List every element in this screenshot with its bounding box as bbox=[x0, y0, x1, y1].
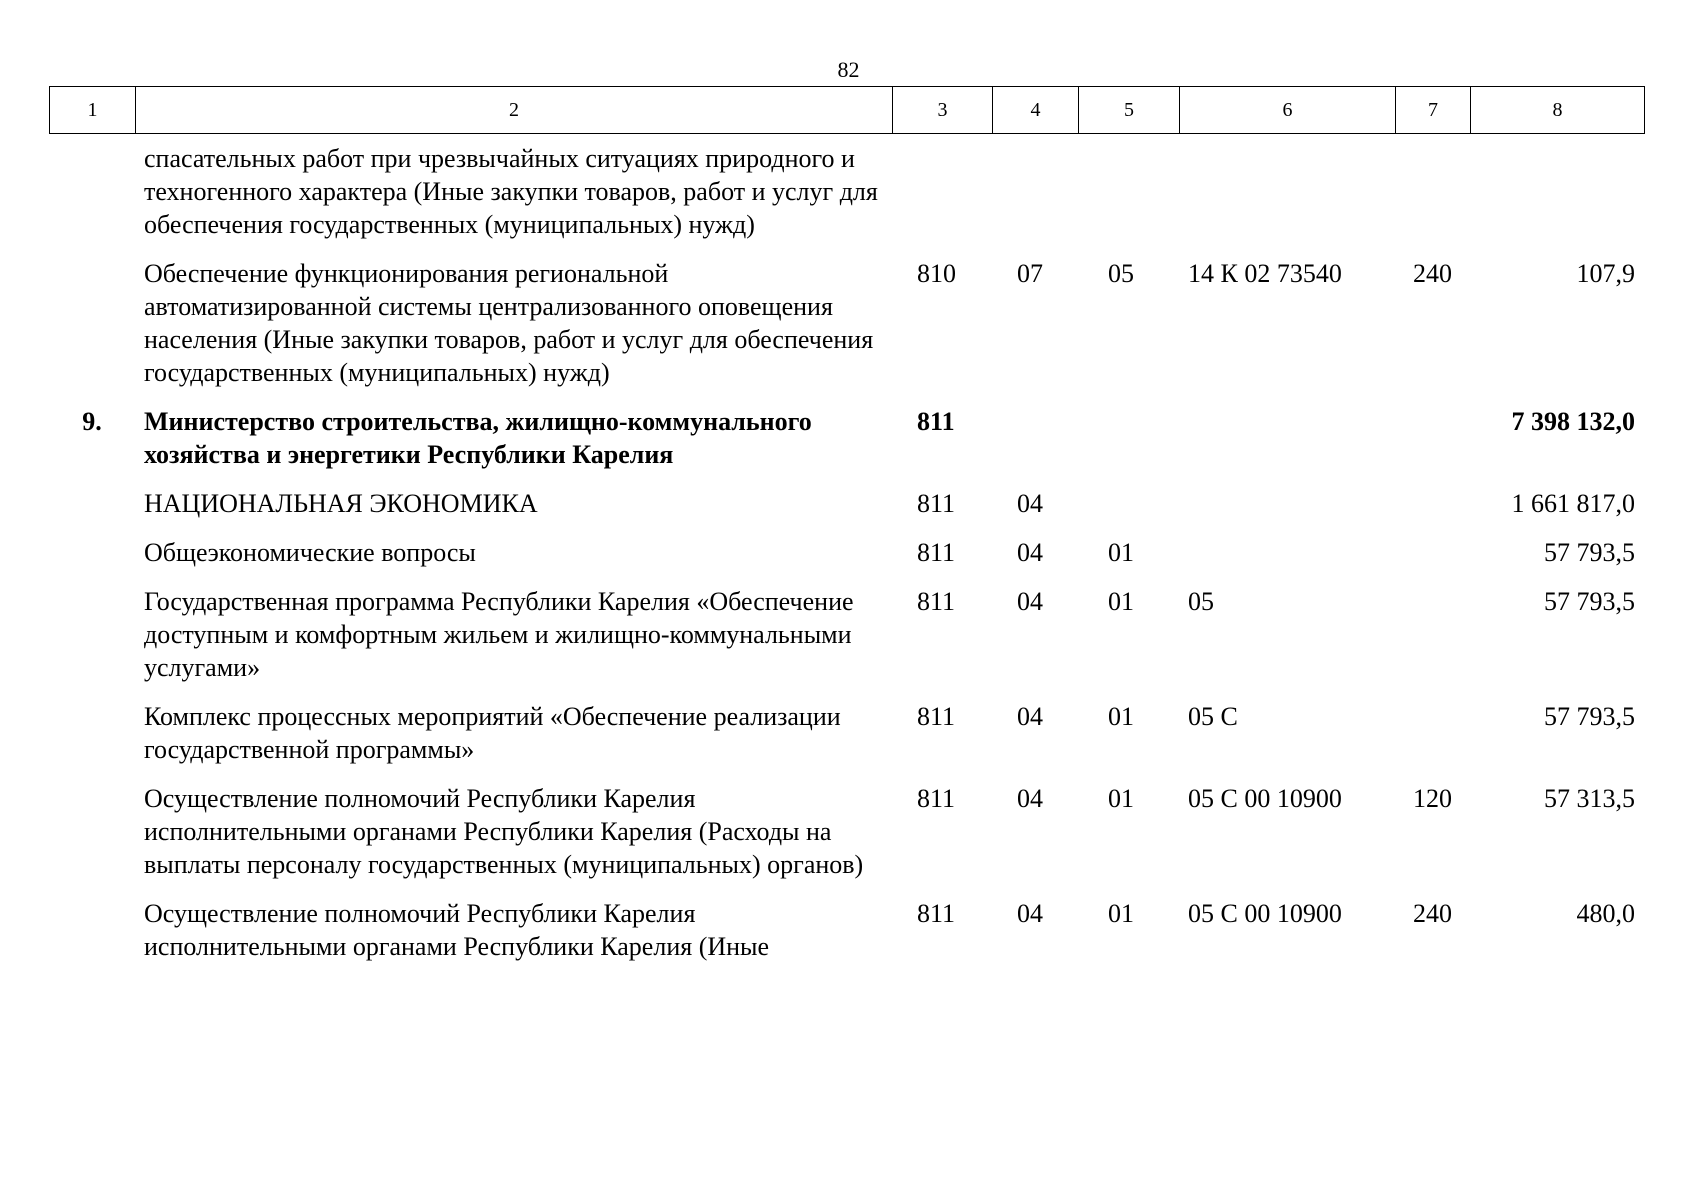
column-number-header bbox=[49, 86, 1645, 134]
row-ministry-code: 811 bbox=[917, 784, 956, 813]
row-target-article: 14 К 02 73540 bbox=[1188, 259, 1342, 288]
row-subsection bbox=[1078, 142, 1179, 257]
row-amount: 7 398 132,0 bbox=[1511, 407, 1635, 436]
row-section bbox=[992, 405, 1078, 487]
table-row bbox=[49, 700, 1644, 782]
row-subsection: 01 bbox=[1108, 587, 1134, 616]
row-target-article bbox=[1179, 487, 1395, 536]
row-expense-type bbox=[1395, 700, 1470, 782]
row-target-article bbox=[1179, 142, 1395, 257]
row-subsection: 01 bbox=[1108, 702, 1134, 731]
row-expense-type bbox=[1395, 405, 1470, 487]
row-amount: 107,9 bbox=[1576, 259, 1635, 288]
row-expense-type bbox=[1395, 536, 1470, 585]
row-amount: 57 793,5 bbox=[1544, 587, 1635, 616]
row-amount: 57 793,5 bbox=[1544, 702, 1635, 731]
table-row bbox=[49, 782, 1644, 897]
row-number bbox=[49, 585, 135, 700]
row-name: Общеэкономические вопросы bbox=[144, 538, 476, 567]
row-number bbox=[49, 142, 135, 257]
row-ministry-code bbox=[892, 142, 992, 257]
row-number bbox=[49, 700, 135, 782]
row-name: Обеспечение функционирования региональной автоматизированной системы централизованного оповещения населения (Иные закупки товаров, работ и услуг для обеспечения государственных (муниципальных) нужд) bbox=[144, 259, 874, 387]
row-subsection: 01 bbox=[1108, 899, 1134, 928]
row-section bbox=[992, 142, 1078, 257]
header-col-2: 2 bbox=[136, 87, 893, 134]
row-ministry-code: 811 bbox=[917, 407, 955, 436]
row-target-article bbox=[1179, 405, 1395, 487]
header-col-1: 1 bbox=[50, 87, 136, 134]
table-row bbox=[49, 897, 1644, 979]
header-col-7: 7 bbox=[1396, 87, 1471, 134]
table-row bbox=[49, 142, 1644, 257]
row-section: 04 bbox=[1017, 489, 1043, 518]
row-subsection: 01 bbox=[1108, 538, 1134, 567]
row-ministry-code: 811 bbox=[917, 489, 956, 518]
row-expense-type: 120 bbox=[1413, 784, 1452, 813]
row-name: НАЦИОНАЛЬНАЯ ЭКОНОМИКА bbox=[144, 489, 538, 518]
row-ministry-code: 811 bbox=[917, 587, 956, 616]
header-col-5: 5 bbox=[1079, 87, 1180, 134]
row-subsection: 05 bbox=[1108, 259, 1134, 288]
row-name: Осуществление полномочий Республики Карелия исполнительными органами Республики Карелия (Иные bbox=[144, 899, 770, 961]
row-section: 04 bbox=[1017, 538, 1043, 567]
header-col-6: 6 bbox=[1180, 87, 1396, 134]
row-expense-type: 240 bbox=[1413, 899, 1452, 928]
row-name: Осуществление полномочий Республики Карелия исполнительными органами Республики Карелия (Расходы на выплаты персоналу государственных (муниципальных) органов) bbox=[144, 784, 864, 879]
row-number bbox=[49, 487, 135, 536]
row-name: спасательных работ при чрезвычайных ситуациях природного и техногенного характера (Иные закупки товаров, работ и услуг для обеспечения государственных (муниципальных) нужд) bbox=[144, 144, 878, 239]
row-target-article: 05 С 00 10900 bbox=[1188, 784, 1342, 813]
row-section: 04 bbox=[1017, 899, 1043, 928]
row-name: Государственная программа Республики Карелия «Обеспечение доступным и комфортным жильем и жилищно-коммунальными услугами» bbox=[144, 587, 854, 682]
header-col-3: 3 bbox=[893, 87, 993, 134]
row-amount: 1 661 817,0 bbox=[1511, 489, 1635, 518]
table-row bbox=[49, 585, 1644, 700]
row-expense-type bbox=[1395, 585, 1470, 700]
row-ministry-code: 810 bbox=[917, 259, 956, 288]
header-col-4: 4 bbox=[993, 87, 1079, 134]
header-col-8: 8 bbox=[1471, 87, 1645, 134]
budget-table bbox=[49, 142, 1644, 979]
row-ministry-code: 811 bbox=[917, 899, 956, 928]
row-target-article: 05 С 00 10900 bbox=[1188, 899, 1342, 928]
row-section: 04 bbox=[1017, 702, 1043, 731]
row-amount: 480,0 bbox=[1576, 899, 1635, 928]
row-number bbox=[49, 257, 135, 405]
row-subsection bbox=[1078, 487, 1179, 536]
row-expense-type bbox=[1395, 142, 1470, 257]
row-expense-type bbox=[1395, 487, 1470, 536]
row-section: 04 bbox=[1017, 587, 1043, 616]
row-name: Министерство строительства, жилищно-коммунального хозяйства и энергетики Республики Карелия bbox=[144, 407, 812, 469]
row-ministry-code: 811 bbox=[917, 538, 956, 567]
table-row bbox=[49, 536, 1644, 585]
row-subsection: 01 bbox=[1108, 784, 1134, 813]
row-target-article bbox=[1179, 536, 1395, 585]
row-amount: 57 793,5 bbox=[1544, 538, 1635, 567]
row-section: 07 bbox=[1017, 259, 1043, 288]
row-subsection bbox=[1078, 405, 1179, 487]
row-ministry-code: 811 bbox=[917, 702, 956, 731]
row-amount: 57 313,5 bbox=[1544, 784, 1635, 813]
row-number: 9. bbox=[82, 407, 102, 436]
page-number: 82 bbox=[837, 57, 860, 82]
row-name: Комплекс процессных мероприятий «Обеспечение реализации государственной программы» bbox=[144, 702, 841, 764]
row-number bbox=[49, 536, 135, 585]
row-target-article: 05 bbox=[1188, 587, 1214, 616]
table-row bbox=[49, 257, 1644, 405]
row-number bbox=[49, 897, 135, 979]
row-target-article: 05 С bbox=[1188, 702, 1238, 731]
row-amount bbox=[1470, 142, 1644, 257]
row-expense-type: 240 bbox=[1413, 259, 1452, 288]
table-row bbox=[49, 405, 1644, 487]
table-row bbox=[49, 487, 1644, 536]
row-number bbox=[49, 782, 135, 897]
row-section: 04 bbox=[1017, 784, 1043, 813]
